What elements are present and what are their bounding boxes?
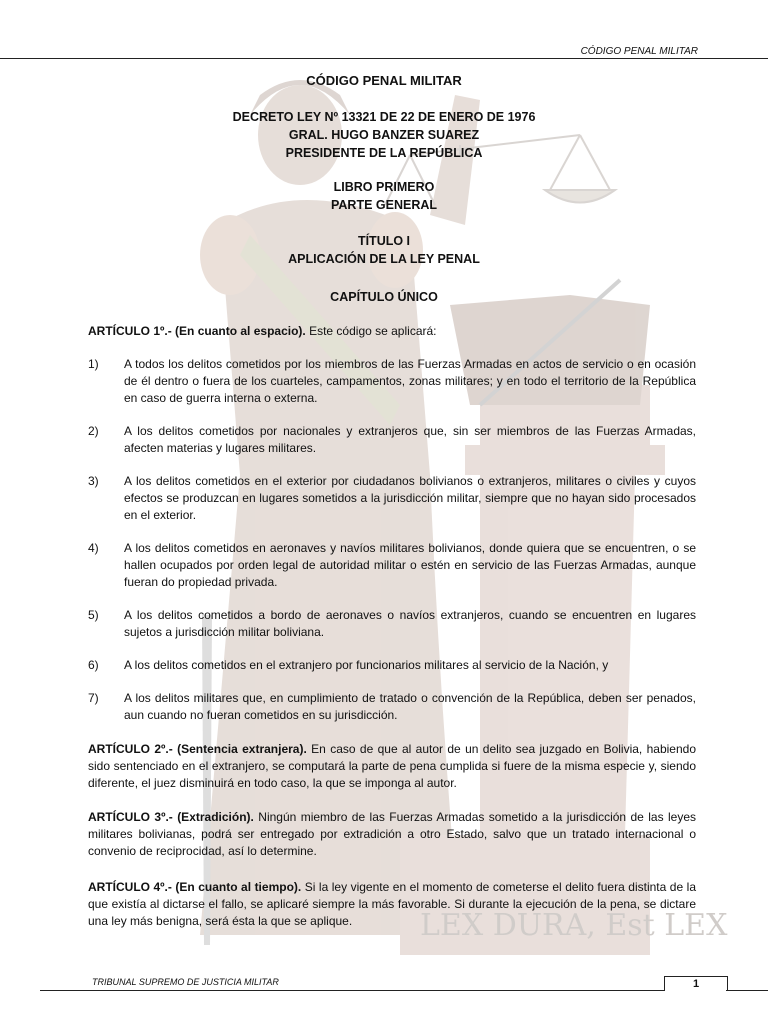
article-2	[88, 741, 696, 792]
footer-rule	[40, 990, 664, 991]
book-heading: LIBRO PRIMERO	[333, 180, 435, 194]
watermark-motto: LEX DURA, Est LEX	[420, 908, 728, 943]
title-heading: TÍTULO I	[357, 234, 411, 248]
list-item	[88, 356, 696, 407]
list-item	[88, 657, 696, 674]
title-block	[0, 232, 768, 268]
list-item	[88, 607, 696, 641]
list-item	[88, 423, 696, 457]
list-text: A los delitos cometidos en el exterior por ciudadanos bolivianos o extranjeros, militares o civiles y cuyos efectos se produzcan en lugares sometidos a la jurisdicción militar, siempre que no hayan sido procesados en el exterior.	[124, 474, 696, 522]
list-number: 3)	[88, 474, 99, 488]
article-2-label: ARTÍCULO 2º.- (Sentencia extranjera).	[88, 742, 307, 756]
page-number: 1	[664, 976, 728, 991]
footer-rule-right	[726, 990, 768, 991]
article-1-text: Este código se aplicará:	[305, 324, 437, 338]
article-1-label: ARTÍCULO 1º.- (En cuanto al espacio).	[88, 324, 306, 338]
general-line: GRAL. HUGO BANZER SUAREZ	[288, 128, 480, 142]
list-text: A los delitos cometidos en el extranjero por funcionarios militares al servicio de la Nación, y	[124, 658, 609, 672]
list-item	[88, 473, 696, 524]
chapter-heading: CAPÍTULO ÚNICO	[330, 290, 438, 304]
article-4-label: ARTÍCULO 4º.- (En cuanto al tiempo).	[88, 880, 302, 894]
list-text: A los delitos cometidos por nacionales y extranjeros que, sin ser miembros de las Fuerzas Armadas, afecten materias y lugares militares.	[124, 424, 696, 455]
list-number: 6)	[88, 658, 99, 672]
list-number: 5)	[88, 608, 99, 622]
article-4-text: Si la ley vigente en el momento de cometerse el delito fuera distinta de la que existía al dictarse el fallo, se aplicaré siempre la más favorable. Si durante la ejecución de la pena, se dictare una ley más benigna, será ésta la que se aplique.	[88, 880, 696, 928]
list-number: 1)	[88, 357, 99, 371]
decree-line: DECRETO LEY Nº 13321 DE 22 DE ENERO DE 1976	[232, 110, 536, 124]
list-text: A los delitos cometidos a bordo de aeronaves o navíos extranjeros, cuando se encuentren en lugares sujetos a jurisdicción militar boliviana.	[124, 608, 696, 639]
header-rule	[0, 58, 768, 59]
list-text: A los delitos militares que, en cumplimiento de tratado o convención de la República, deben ser penados, aun cuando no fueran cometidos en su jurisdicción.	[124, 691, 696, 722]
part-heading: PARTE GENERAL	[330, 198, 438, 212]
article-3-label: ARTÍCULO 3º.- (Extradición).	[88, 810, 254, 824]
footer-institution: TRIBUNAL SUPREMO DE JUSTICIA MILITAR	[92, 977, 279, 987]
list-text: A todos los delitos cometidos por los miembros de las Fuerzas Armadas en actos de servicio o en ocasión de él dentro o fuera de los cuarteles, campamentos, zonas militares; y en todo el territorio de la República en caso de guerra interna o externa.	[124, 357, 696, 405]
book-block	[0, 178, 768, 214]
article-1	[88, 323, 696, 340]
list-item	[88, 540, 696, 591]
list-number: 7)	[88, 691, 99, 705]
article-1-list	[88, 356, 696, 740]
decree-block	[0, 108, 768, 162]
title-name: APLICACIÓN DE LA LEY PENAL	[288, 252, 480, 266]
article-3-text: Ningún miembro de las Fuerzas Armadas sometido a la jurisdicción de las leyes militares bolivianas, podrá ser entregado por extradición a otro Estado, salvo que un tratado internacional o convenio de reciprocidad, así lo determine.	[88, 810, 696, 858]
article-3	[88, 809, 696, 860]
running-header: CÓDIGO PENAL MILITAR	[580, 46, 698, 57]
list-number: 2)	[88, 424, 99, 438]
document-title: CÓDIGO PENAL MILITAR	[306, 73, 462, 88]
list-number: 4)	[88, 541, 99, 555]
list-item	[88, 690, 696, 724]
list-text: A los delitos cometidos en aeronaves y navíos militares bolivianos, donde quiera que se encuentren, o se hallen ocupados por orden legal de autoridad militar o estén en servicio de las Fuerzas Armadas, aunque fueran do propiedad privada.	[124, 541, 696, 589]
president-line: PRESIDENTE DE LA REPÚBLICA	[285, 146, 483, 160]
article-4	[88, 879, 696, 930]
article-2-text: En caso de que al autor de un delito sea juzgado en Bolivia, habiendo sido sentenciado en el extranjero, se computará la parte de pena cumplida si fuere de la misma especie y, siendo diferente, el juez disminuirá en todo caso, la que se imponga al autor.	[88, 742, 697, 790]
